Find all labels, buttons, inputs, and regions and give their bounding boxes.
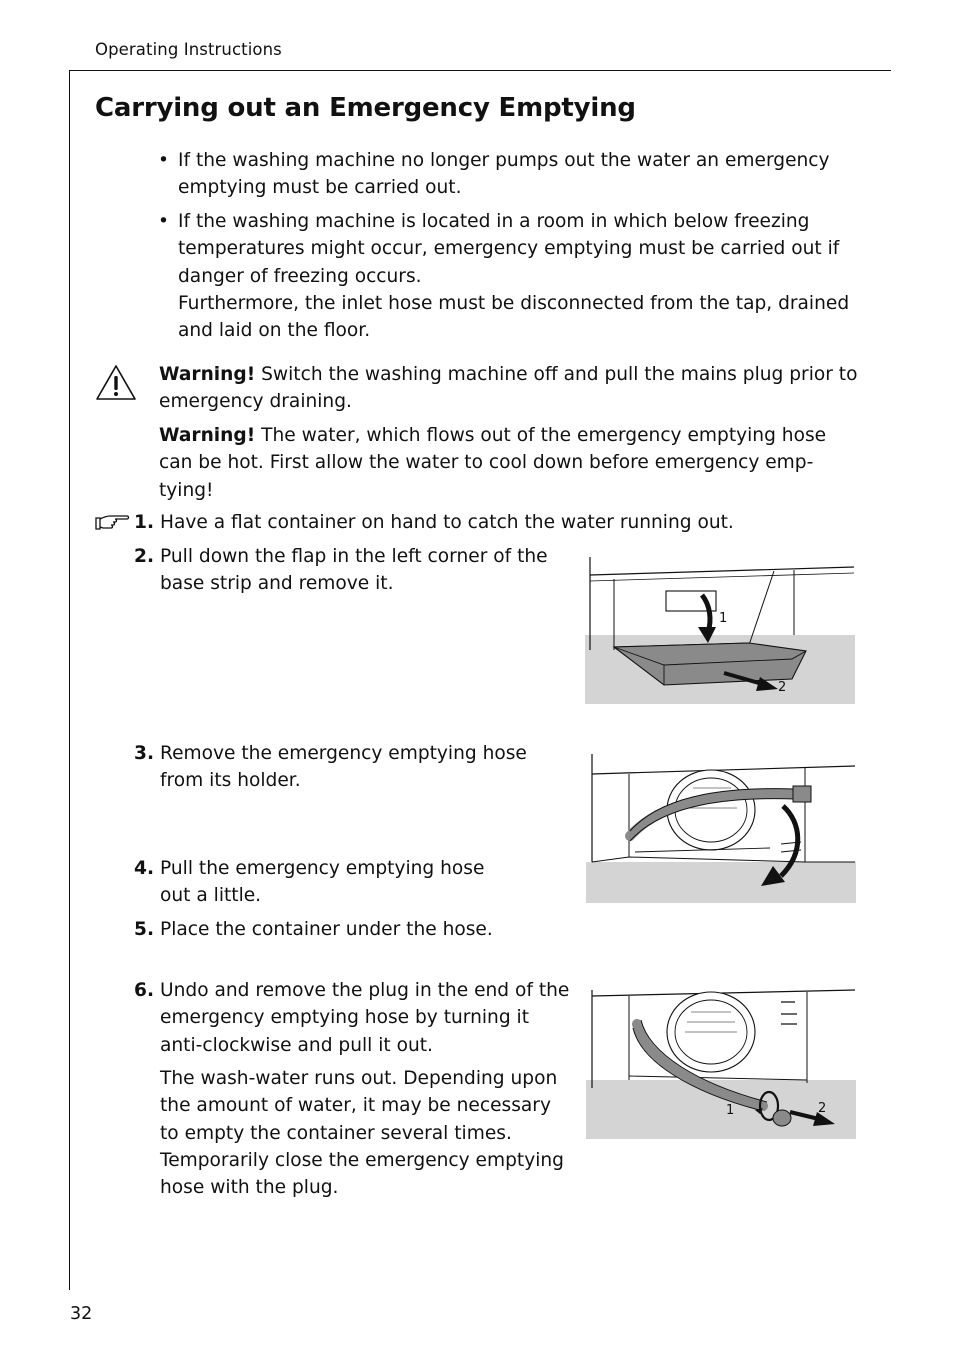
figure-callout: 1 xyxy=(719,611,728,626)
bullet-text: If the washing machine no longer pumps out the water an emergency emptying must be carried out. xyxy=(178,150,830,199)
step-text: Remove the emergency emptying hose from its holder. xyxy=(160,743,527,792)
step-item xyxy=(134,855,514,910)
page-title: Carrying out an Emergency Emptying xyxy=(95,93,636,123)
figure-callout: 2 xyxy=(778,680,787,695)
figure-callout: 2 xyxy=(818,1101,827,1116)
step-number: 5. xyxy=(134,919,155,940)
warning-paragraph xyxy=(159,422,864,504)
step-item xyxy=(134,543,554,598)
step-item xyxy=(134,509,874,536)
warning-text: The water, which flows out of the emergency emptying hose can be hot. First allow the water to cool down before emergency emp-tying! xyxy=(159,425,827,501)
bullet-marker: • xyxy=(158,211,169,232)
step-text: Undo and remove the plug in the end of the emergency emptying hose by turning it anti-clockwise and pull it out. xyxy=(160,980,570,1056)
step-text: Have a flat container on hand to catch the water running out. xyxy=(160,512,734,533)
step-number: 3. xyxy=(134,743,155,764)
step-number: 4. xyxy=(134,858,155,879)
step-number: 1. xyxy=(134,512,155,533)
warning-triangle-icon xyxy=(95,364,137,402)
step-item xyxy=(134,916,554,943)
step-item xyxy=(134,740,554,795)
warning-label: Warning! xyxy=(159,364,256,385)
warning-text: Switch the washing machine off and pull the mains plug prior to emergency draining. xyxy=(159,364,858,413)
bullet-text: If the washing machine is located in a room in which below freezing temperatures might occur, emergency emptying must be carried out if danger of freezing occurs. xyxy=(178,211,840,287)
figure-remove-flap xyxy=(584,555,856,705)
step-number: 6. xyxy=(134,980,155,1001)
running-header: Operating Instructions xyxy=(95,40,282,59)
bullet-item xyxy=(158,208,868,344)
figure-remove-plug xyxy=(585,988,857,1140)
figure-callout: 1 xyxy=(726,1103,735,1118)
step-note: The wash-water runs out. Depending upon the amount of water, it may be necessary to empty the container several times. Temporarily close the emergency emptying hose with the plug. xyxy=(160,1068,564,1199)
step-number: 2. xyxy=(134,546,155,567)
bullet-marker: • xyxy=(158,150,169,171)
margin-rule xyxy=(69,70,70,1290)
bullet-continuation: Furthermore, the inlet hose must be disconnected from the tap, drained and laid on the floor. xyxy=(178,292,850,342)
step-text: Place the container under the hose. xyxy=(160,919,493,940)
step-item xyxy=(134,977,570,1059)
bullet-item xyxy=(158,147,868,202)
page-number: 32 xyxy=(70,1304,93,1324)
warning-paragraph xyxy=(159,361,864,416)
warning-label: Warning! xyxy=(159,425,256,446)
step-text: Pull the emergency emptying hose out a little. xyxy=(160,858,485,907)
pointing-hand-icon xyxy=(95,512,131,532)
figure-remove-hose xyxy=(585,752,857,904)
header-rule xyxy=(69,70,891,71)
step-text: Pull down the flap in the left corner of the base strip and remove it. xyxy=(160,546,548,595)
